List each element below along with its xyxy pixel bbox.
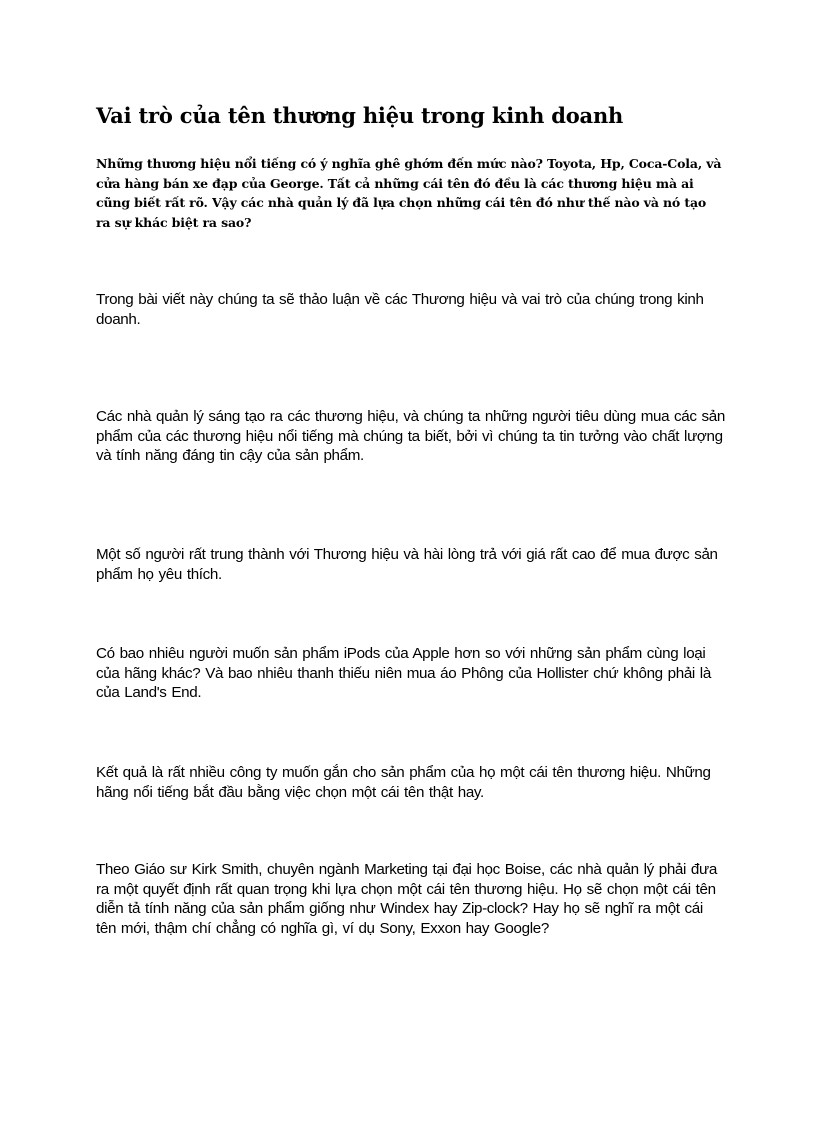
body-paragraph-4: Có bao nhiêu người muốn sản phẩm iPods của Apple hơn so với những sản phẩm cùng loại của hãng khác? Và bao nhiêu thanh thiếu niên mua áo Phông của Hollister chứ không phải là của Land's End.: [96, 645, 711, 702]
lead-paragraph: Những thương hiệu nổi tiếng có ý nghĩa ghê ghớm đến mức nào? Toyota, Hp, Coca-Cola, và cửa hàng bán xe đạp của George. Tất cả những cái tên đó đều là các thương hiệu mà ai cũng biết rất rõ. Vậy các nhà quản lý đã lựa chọn những cái tên đó như thế nào và nó tạo ra sự khác biệt ra sao?: [96, 156, 722, 230]
body-paragraph-3: Một số người rất trung thành với Thương hiệu và hài lòng trả với giá rất cao để mua được sản phẩm họ yêu thích.: [96, 546, 718, 583]
body-paragraph-6: Theo Giáo sư Kirk Smith, chuyên ngành Marketing tại đại học Boise, các nhà quản lý phải đưa ra một quyết định rất quan trọng khi lựa chọn một cái tên thương hiệu. Họ sẽ chọn một cái tên diễn tả tính năng của sản phẩm giống như Windex hay Zip-clock? Hay họ sẽ nghĩ ra một cái tên mới, thậm chí chẳng có nghĩa gì, ví dụ Sony, Exxon hay Google?: [96, 861, 717, 937]
body-paragraph-2: Các nhà quản lý sáng tạo ra các thương hiệu, và chúng ta những người tiêu dùng mua các sản phẩm của các thương hiệu nổi tiếng mà chúng ta biết, bởi vì chúng ta tin tưởng vào chất lượng và tính năng đáng tin cậy của sản phẩm.: [96, 408, 725, 465]
document-title: Vai trò của tên thương hiệu trong kinh doanh: [96, 103, 624, 128]
body-paragraph-5: Kết quả là rất nhiều công ty muốn gắn cho sản phẩm của họ một cái tên thương hiệu. Những hãng nổi tiếng bắt đầu bằng việc chọn một cái tên thật hay.: [96, 764, 711, 801]
body-paragraph-1: Trong bài viết này chúng ta sẽ thảo luận về các Thương hiệu và vai trò của chúng trong kinh doanh.: [96, 291, 704, 328]
